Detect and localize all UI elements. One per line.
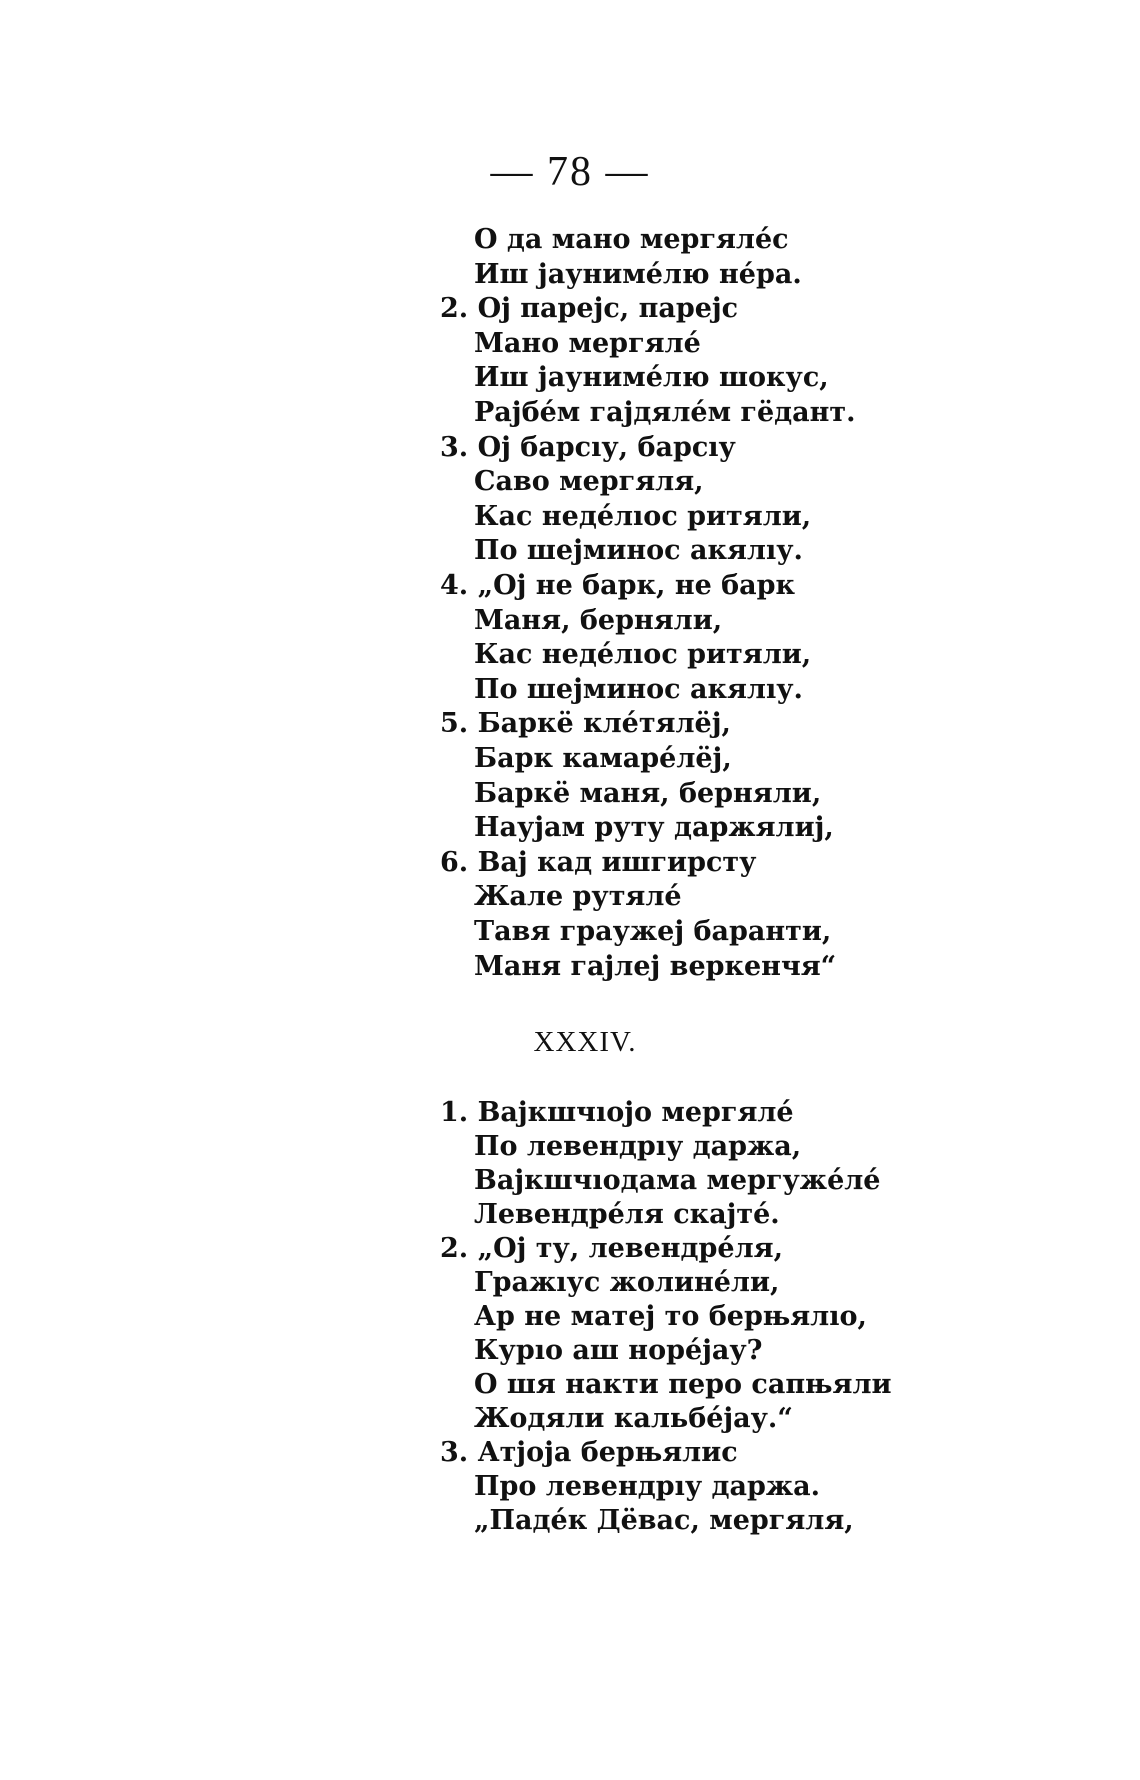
verse-line: Рајбéм гајдялéм гёдант. [474, 397, 856, 428]
verse-line: Мано мергялé [474, 327, 701, 359]
page-number: — 78 — [490, 149, 650, 195]
verse-line: Саво мергяля, [474, 466, 704, 498]
verse-line: Ар не матеј то берњялıо, [474, 1301, 867, 1332]
verse-line: 1. Вајкшчıојо мергялé [440, 1097, 794, 1128]
verse-line: 2. Ој парејс, парејс [440, 293, 739, 325]
verse-line: 5. Баркё клéтялёј, [440, 708, 731, 740]
verse-line: Наујам руту даржялиј, [474, 812, 834, 844]
verse-line: 2. „Ој ту, левендрéля, [440, 1233, 783, 1264]
verse-line: „Падéк Дёвас, мергяля, [474, 1505, 854, 1536]
verse-line: Тавя граужеј баранти, [474, 916, 832, 947]
verse-line: По шејминос акялıу. [474, 535, 803, 567]
verse-line: Про левендрıу даржа. [474, 1471, 821, 1502]
verse-line: Вајкшчıодама мергужéлé [474, 1165, 881, 1196]
verse-line: По шејминос акялıу. [474, 673, 803, 705]
verse-line: Курıо аш норéјау? [474, 1335, 763, 1366]
verse-line: О да мано мергялéс [474, 224, 789, 255]
section-heading: XXXIV. [533, 1026, 637, 1058]
verse-line: 3. Атјоја берњялис [440, 1437, 738, 1468]
verse-line: 6. Вај кад ишгирсту [440, 846, 757, 878]
verse-line: 4. „Ој не барк, не барк [440, 570, 796, 601]
verse-line: Баркё маня, берняли, [474, 777, 822, 809]
verse-line: Иш јаунимéлю шокус, [474, 362, 829, 394]
verse-line: Жодяли кальбéјау.“ [474, 1403, 793, 1434]
verse-line: Левендрéля скајтé. [474, 1199, 780, 1230]
verse-line: Маня гајлеј веркенчя“ [474, 950, 837, 982]
verse-line: Барк камарéлёј, [474, 743, 732, 774]
verse-line: Маня, берняли, [474, 604, 723, 636]
verse-line: Кас недéлıос ритяли, [474, 639, 812, 671]
verse-line: Жале рутялé [474, 881, 682, 913]
verse-line: О шя накти перо сапњяли [474, 1369, 892, 1400]
verse-line: Гражıус жолинéли, [474, 1267, 780, 1298]
verse-line: По левендрıу даржа, [474, 1131, 802, 1162]
verse-line: Кас недéлıос ритяли, [474, 500, 812, 532]
verse-line: 3. Ој барсıу, барсıу [440, 431, 736, 463]
verse-line: Иш јаунимéлю нéра. [474, 258, 802, 290]
